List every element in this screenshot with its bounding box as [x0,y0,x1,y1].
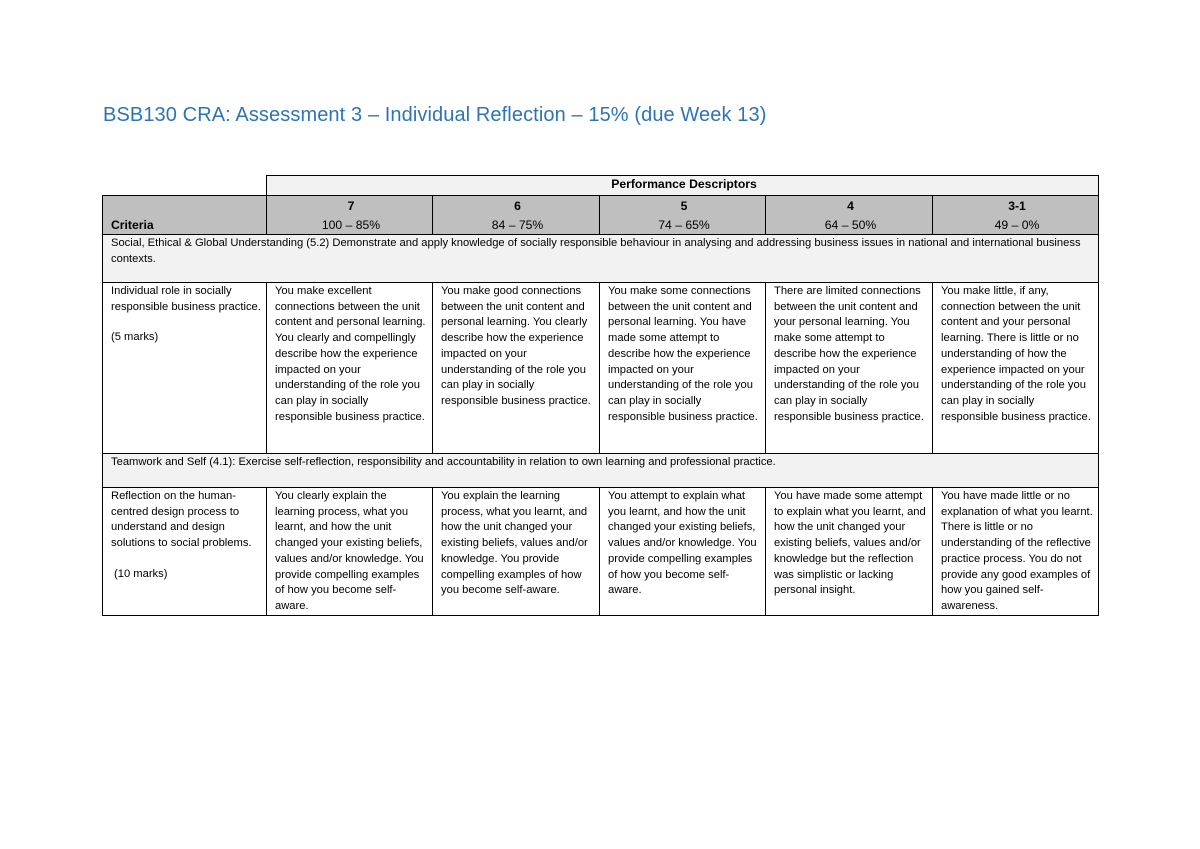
level-grade: 4 [847,199,854,213]
descriptor-cell [766,488,933,616]
criterion-marks: (5 marks) [111,331,159,344]
descriptor-text: You explain the learning process, what you learnt, and how the unit changed your existing beliefs, values and/or knowledge. You provide compelling examples of how you become self-aware. [441,490,588,597]
criterion-text: Individual role in socially responsible business practice. [111,285,261,313]
level-header-6 [433,196,600,235]
performance-descriptors-header: Performance Descriptors [267,176,1099,196]
descriptor-cell [433,488,600,616]
level-range: 84 – 75% [491,217,544,232]
blank-corner-cell [103,176,267,196]
descriptor-text: You make little, if any, connection between the unit content and your personal learning. There is little or no understanding of how the experience impacted on your understanding of the role you can play in socially responsible business practice. [941,285,1091,423]
criterion-text: Reflection on the human-centred design process to understand and design solutions to social problems. [111,490,252,550]
section-heading-text: Social, Ethical & Global Understanding (5.2) Demonstrate and apply knowledge of socially responsible behaviour in analysing and addressing business issues in national and international business contexts. [111,237,1081,265]
levels-row [103,196,1099,235]
descriptor-text: There are limited connections between the unit content and your personal learning. You make some attempt to describe how the experience impacted on your understanding of the role you can play in socially responsible business practice. [774,285,924,423]
level-header-7 [267,196,433,235]
descriptor-text: You attempt to explain what you learnt, and how the unit changed your existing beliefs, values and/or knowledge. You provide compelling examples of how you become self-aware. [608,490,757,597]
descriptor-cell [933,283,1099,454]
level-range: 74 – 65% [658,217,710,232]
section-heading-text: Teamwork and Self (4.1): Exercise self-reflection, responsibility and accountability in relation to own learning and professional practice. [111,456,776,468]
level-header-5 [600,196,766,235]
level-range: 100 – 85% [321,217,381,232]
descriptor-text: You have made little or no explanation of what you learnt. There is little or no understanding of the reflective practice process. You do not provide any good examples of how you gained self-awareness. [941,490,1093,612]
criterion-cell [103,488,267,616]
descriptor-cell [600,488,766,616]
descriptor-cell [267,488,433,616]
level-grade: 5 [680,199,688,213]
level-grade: 3-1 [1008,199,1026,213]
section-heading-row [103,454,1099,488]
rubric-table [102,175,1099,616]
criterion-cell [103,283,267,454]
section-heading [103,235,1099,283]
level-header-3-1 [933,196,1099,235]
descriptor-cell [600,283,766,454]
level-grade: 7 [347,199,355,213]
descriptor-text: You have made some attempt to explain what you learnt, and how the unit changed your existing beliefs, values and/or knowledge but the reflection was simplistic or lacking personal insight. [774,490,926,597]
descriptor-cell [433,283,600,454]
descriptor-cell [933,488,1099,616]
section-heading [103,454,1099,488]
criterion-row [103,488,1099,616]
descriptor-cell [766,283,933,454]
section-heading-row [103,235,1099,283]
criterion-row [103,283,1099,454]
criteria-header: Criteria [103,196,267,235]
document-title: BSB130 CRA: Assessment 3 – Individual Reflection – 15% (due Week 13) [103,104,767,126]
performance-descriptors-header-row [103,176,1099,196]
criterion-marks: (10 marks) [114,567,168,580]
level-range: 64 – 50% [824,217,877,232]
descriptor-cell [267,283,433,454]
descriptor-text: You make good connections between the unit content and personal learning. You clearly describe how the experience impacted on your understanding of the role you can play in socially responsible business practice. [441,285,591,407]
descriptor-text: You make excellent connections between the unit content and personal learning. You clearly and compellingly describe how the experience impacted on your understanding of the role you can play in socially responsible business practice. [275,285,426,423]
level-header-4 [766,196,933,235]
level-range: 49 – 0% [994,217,1040,232]
descriptor-text: You clearly explain the learning process, what you learnt, and how the unit changed your existing beliefs, values and/or knowledge. You provide compelling examples of how you become self-aware. [275,490,424,612]
level-grade: 6 [514,199,521,213]
descriptor-text: You make some connections between the unit content and personal learning. You have made some attempt to describe how the experience impacted on your understanding of the role you can play in socially responsible business practice. [608,285,758,423]
